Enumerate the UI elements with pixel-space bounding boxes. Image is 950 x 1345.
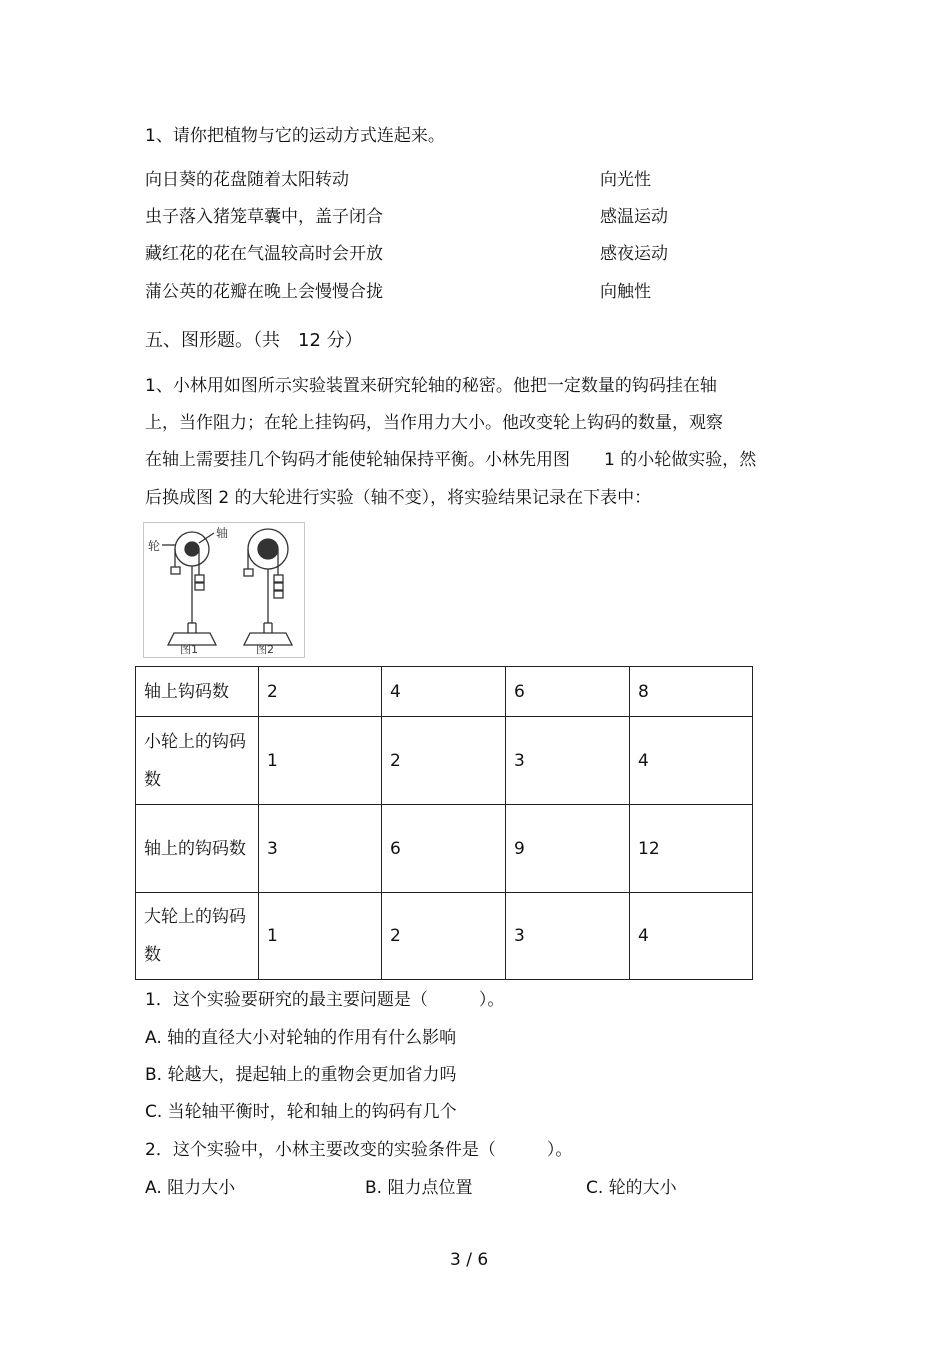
- table-cell: 1: [259, 893, 382, 980]
- table-cell: 1: [259, 717, 382, 805]
- table-row-label: 小轮上的钩码数: [136, 717, 259, 805]
- table-cell: 6: [506, 667, 630, 717]
- match-right-item: 感夜运动: [600, 244, 668, 264]
- table-cell: 4: [382, 667, 506, 717]
- table-cell: 2: [382, 717, 506, 805]
- section-heading: 五、图形题。（共 12 分）: [145, 330, 363, 351]
- option-a: A. 阻力大小: [145, 1178, 236, 1198]
- table-row: [136, 717, 753, 805]
- match-left-item: 向日葵的花盘随着太阳转动: [145, 170, 349, 190]
- table-row-label: 轴上钩码数: [136, 667, 259, 717]
- paragraph-line: 上，当作阻力；在轮上挂钩码，当作用力大小。他改变轮上钩码的数量，观察: [145, 413, 723, 433]
- figure2-caption: 图2: [256, 643, 274, 656]
- match-left-item: 蒲公英的花瓣在晚上会慢慢合拢: [145, 282, 383, 302]
- wheel-axle-diagram: [144, 523, 304, 657]
- table-cell: 2: [382, 893, 506, 980]
- table-cell: 8: [630, 667, 753, 717]
- table-cell: 4: [630, 717, 753, 805]
- wheel-label: 轮: [148, 539, 161, 553]
- option-c: C. 当轮轴平衡时，轮和轴上的钩码有几个: [145, 1102, 457, 1122]
- question-title: 1、请你把植物与它的运动方式连起来。: [145, 126, 445, 146]
- table-row: [136, 667, 753, 717]
- table-cell: 3: [506, 717, 630, 805]
- table-row: [136, 893, 753, 980]
- question-2: 2．这个实验中，小林主要改变的实验条件是（ ）。: [145, 1140, 573, 1160]
- table-cell: 9: [506, 805, 630, 893]
- paragraph-line: 在轴上需要挂几个钩码才能使轮轴保持平衡。小林先用图 1 的小轮做实验，然: [145, 450, 757, 470]
- paragraph-line: 1、小林用如图所示实验装置来研究轮轴的秘密。他把一定数量的钩码挂在轴: [145, 376, 717, 396]
- paragraph-line: 后换成图 2 的大轮进行实验（轴不变），将实验结果记录在下表中：: [145, 488, 652, 508]
- match-right-item: 向触性: [600, 282, 651, 302]
- table-cell: 4: [630, 893, 753, 980]
- option-c: C. 轮的大小: [586, 1178, 677, 1198]
- table-cell: 3: [259, 805, 382, 893]
- wheel-axle-figure: [143, 522, 305, 658]
- axle-label: 轴: [216, 526, 229, 540]
- option-b: B. 阻力点位置: [365, 1178, 473, 1198]
- option-a: A. 轴的直径大小对轮轴的作用有什么影响: [145, 1028, 457, 1048]
- table-cell: 12: [630, 805, 753, 893]
- table-row-label: 大轮上的钩码数: [136, 893, 259, 980]
- figure1-caption: 图1: [180, 643, 198, 656]
- table-row: [136, 805, 753, 893]
- option-b: B. 轮越大，提起轴上的重物会更加省力吗: [145, 1065, 457, 1085]
- table-cell: 3: [506, 893, 630, 980]
- match-right-item: 感温运动: [600, 207, 668, 227]
- match-right-item: 向光性: [600, 170, 651, 190]
- table-cell: 6: [382, 805, 506, 893]
- page-number: 3 / 6: [450, 1250, 489, 1270]
- results-table: [135, 666, 753, 980]
- question-1: 1．这个实验要研究的最主要问题是（ ）。: [145, 990, 505, 1010]
- match-left-item: 虫子落入猪笼草囊中，盖子闭合: [145, 207, 383, 227]
- match-left-item: 藏红花的花在气温较高时会开放: [145, 244, 383, 264]
- table-row-label: 轴上的钩码数: [136, 805, 259, 893]
- table-cell: 2: [259, 667, 382, 717]
